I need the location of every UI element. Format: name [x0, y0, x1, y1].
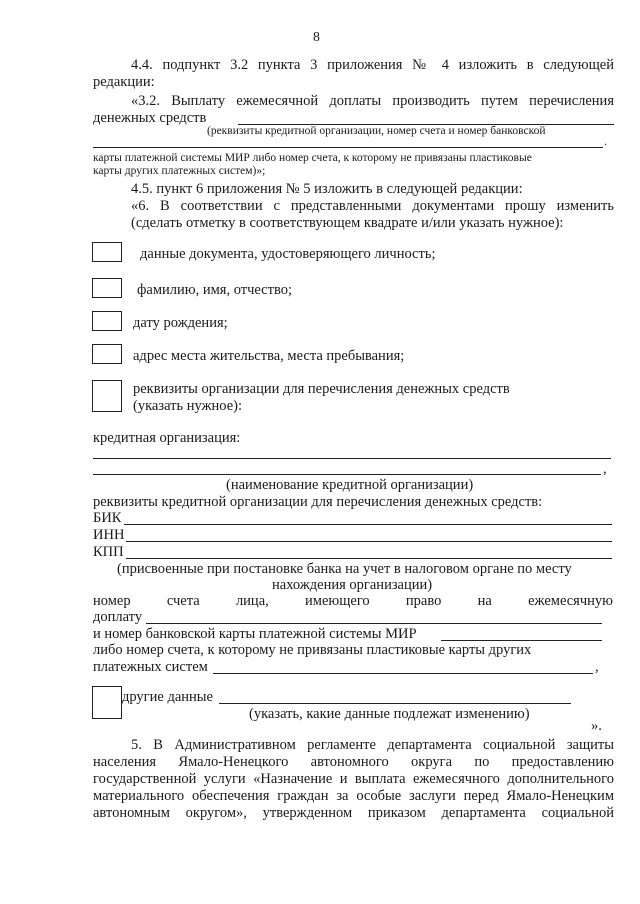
kpp-field[interactable]	[126, 558, 612, 559]
account-line1: номер счета лица, имеющего право на ежемесячную	[93, 593, 613, 609]
option-bank-details-2: (указать нужное):	[133, 398, 243, 414]
inn-field[interactable]	[126, 541, 612, 542]
account-line2: доплату	[93, 609, 143, 625]
option-identity-doc: данные документа, удостоверяющего личность;	[140, 246, 436, 262]
kpp-hint1: (присвоенные при постановке банка на учет в налоговом органе по месту	[117, 561, 572, 577]
checkbox-other-data[interactable]	[92, 686, 122, 719]
bik-field[interactable]	[124, 524, 612, 525]
p32-dot: .	[604, 136, 607, 148]
p5-line5: автономным округом», утвержденном приказом департамента социальной	[93, 805, 614, 821]
p5-line1: 5. В Административном регламенте департамента социальной защиты	[131, 737, 614, 753]
p32-hint2: карты платежной системы МИР либо номер счета, к которому не привязаны пластиковые	[93, 152, 532, 164]
p44-line1: 4.4. подпункт 3.2 пункта 3 приложения № 4 изложить в следующей	[131, 57, 614, 73]
option-bank-details-1: реквизиты организации для перечисления денежных средств	[133, 381, 510, 397]
p45-line1: 4.5. пункт 6 приложения № 5 изложить в следующей редакции:	[131, 181, 523, 197]
account-field[interactable]	[146, 623, 602, 624]
alt-account-field[interactable]	[213, 673, 593, 674]
other-data-hint: (указать, какие данные подлежат изменению)	[249, 706, 530, 722]
page-number: 8	[313, 29, 320, 44]
checkbox-birth-date[interactable]	[92, 311, 122, 331]
alt-account1: либо номер счета, к которому не привязаны пластиковые карты других	[93, 642, 532, 658]
p44-line2: редакции:	[93, 74, 155, 90]
requisites-label: реквизиты кредитной организации для перечисления денежных средств:	[93, 494, 543, 510]
option-birth-date: дату рождения;	[133, 315, 228, 331]
credit-org-comma: ,	[603, 461, 607, 477]
credit-org-line-2	[93, 474, 601, 475]
p5-line4: материального обеспечения граждан за особые заслуги перед Ямало-Ненецким	[93, 788, 614, 804]
p32-line1: «3.2. Выплату ежемесячной доплаты производить путем перечисления	[131, 93, 614, 109]
checkbox-address[interactable]	[92, 344, 122, 364]
card-label: и номер банковской карты платежной системы МИР	[93, 626, 417, 642]
option-address: адрес места жительства, места пребывания;	[133, 348, 405, 364]
kpp-label: КПП	[93, 544, 124, 560]
option-full-name: фамилию, имя, отчество;	[137, 282, 292, 298]
other-data-field[interactable]	[219, 703, 571, 704]
credit-details-line-2	[93, 147, 603, 148]
p5-line2: населения Ямало-Ненецкого автономного округа по предоставлению	[93, 754, 614, 770]
checkbox-identity-doc[interactable]	[92, 242, 122, 262]
inn-label: ИНН	[93, 527, 125, 543]
p32-hint3: карты других платежных систем)»;	[93, 165, 266, 177]
card-field[interactable]	[441, 640, 602, 641]
kpp-hint2: нахождения организации)	[272, 577, 433, 593]
p5-line3: государственной услуги «Назначение и выплата ежемесячного дополнительного	[93, 771, 614, 787]
credit-org-hint: (наименование кредитной организации)	[226, 477, 474, 493]
bik-label: БИК	[93, 510, 122, 526]
other-data-label: другие данные	[122, 689, 213, 705]
p32-line2: денежных средств	[93, 110, 207, 126]
p45-line2: «6. В соответствии с представленными документами прошу изменить	[131, 198, 614, 214]
other-data-close: ».	[591, 718, 602, 734]
checkbox-full-name[interactable]	[92, 278, 122, 298]
credit-org-label: кредитная организация:	[93, 430, 241, 446]
p45-line3: (сделать отметку в соответствующем квадрате и/или указать нужное):	[131, 215, 564, 231]
p32-hint1: (реквизиты кредитной организации, номер счета и номер банковской	[207, 125, 546, 137]
alt-account2: платежных систем	[93, 659, 208, 675]
credit-org-line-1	[93, 458, 611, 459]
checkbox-bank-details[interactable]	[92, 380, 122, 412]
alt-account-comma: ,	[595, 659, 599, 675]
